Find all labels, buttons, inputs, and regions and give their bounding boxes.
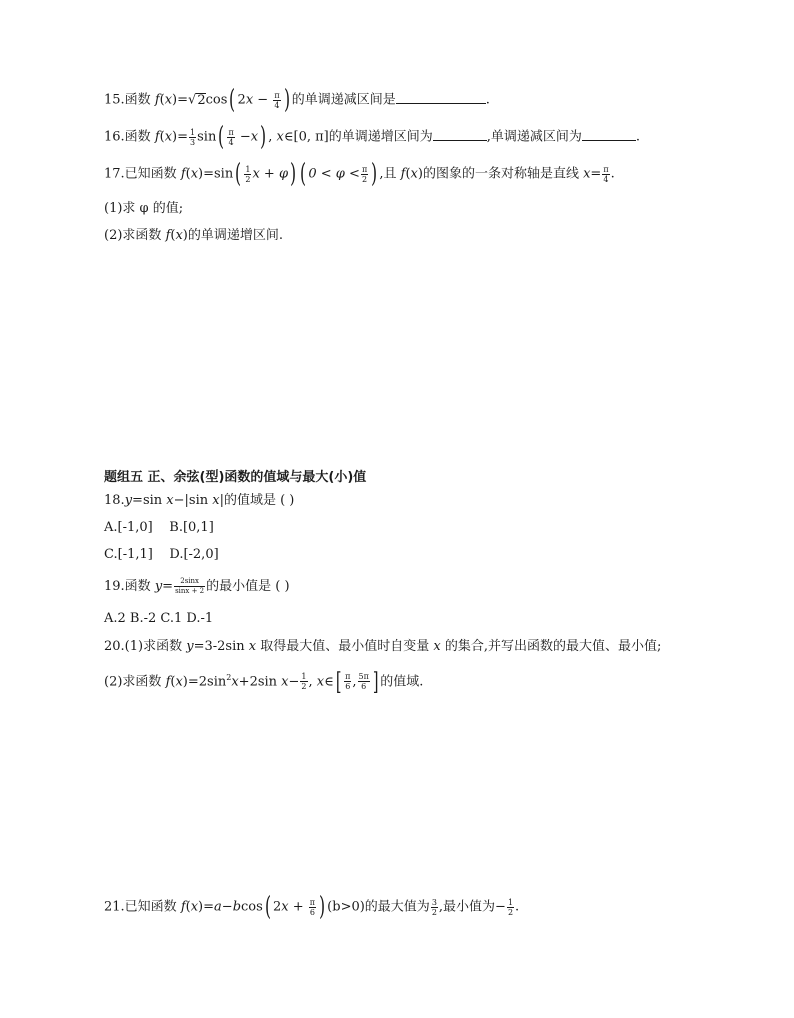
q15-answer-blank[interactable]: [396, 91, 486, 104]
q18-option-c[interactable]: C.[-1,1]: [104, 547, 153, 562]
q15-eq: )=: [172, 92, 189, 108]
q17-mid2: 的图象的一条对称轴是直线: [422, 166, 584, 182]
q21-max-num: 3: [431, 897, 437, 907]
q16-increasing-blank[interactable]: [433, 128, 487, 141]
q21-mid: ,最小值为: [438, 899, 496, 915]
q16-rparen: ): [260, 122, 267, 152]
q15-end: .: [485, 92, 490, 108]
question-17-part-1: [104, 199, 183, 219]
q17-sub2-x: x: [175, 228, 183, 243]
q21-max-den: 2: [431, 907, 437, 917]
q20-x: x: [248, 639, 257, 654]
q18-option-a[interactable]: A.[-1,0]: [104, 520, 153, 535]
question-21: 21.已知函数 f(x)=a−bcos( 2x + $\frac{\pi}{6}$ ) (b>0)的最大值为 $\frac{3}{2}$ ,最小值为− $\frac{1}{2}$ .: [104, 892, 520, 922]
q17-rparen: ): [290, 159, 297, 189]
q15-x: x: [164, 92, 173, 108]
q16-x: x: [164, 129, 173, 145]
question-18: [104, 491, 294, 511]
q18-x2: x: [212, 493, 220, 508]
q17-sub2-a: (2)求函数: [104, 228, 166, 243]
question-18-options-1: [104, 518, 214, 538]
q20-lbracket: [: [335, 667, 342, 696]
q21-pi-over-6: [309, 898, 316, 917]
q15-frac-num: π: [274, 90, 280, 100]
q16-domain: ∈[0, π]: [283, 129, 329, 145]
question-16: 16.函数 f(x)= $\frac{1}{3}$ sin( $\frac{\pi}{4}$ −x) , x∈[0, π]的单调递增区间为 ,单调递减区间为 .: [104, 122, 641, 152]
q19-stem-a: 19.函数: [104, 579, 155, 594]
q15-rparen: ): [283, 85, 290, 115]
q19-frac-den: sinx + 2: [175, 587, 205, 595]
q17-one-half: [244, 165, 251, 184]
q20-half-den: 2: [301, 682, 307, 692]
q21-rparen: ): [319, 892, 326, 922]
q21-prefix: 21.已知函数: [104, 899, 181, 915]
q20-5pi-num: 5π: [358, 672, 369, 682]
q16-frac-num: 1: [190, 127, 196, 137]
q20-part2-x: x: [231, 674, 239, 690]
q17-axis-x: x: [583, 166, 591, 182]
question-17-part-2: (2)求函数 f(x)的单调递增区间.: [104, 228, 284, 243]
q18-option-b[interactable]: B.[0,1]: [169, 520, 214, 535]
q16-pi-den: 4: [228, 137, 234, 147]
q17-condition: 0 < φ <: [308, 166, 360, 182]
q17-f: f: [180, 166, 186, 182]
q21-three-halves: [431, 898, 438, 917]
q16-sin: sin: [197, 129, 217, 145]
q16-eq: )=: [172, 129, 189, 145]
question-20-part-1: [104, 637, 661, 657]
q17-axis-eq: =: [590, 166, 602, 182]
q20-pi6-num: π: [345, 672, 351, 682]
q16-lparen: (: [218, 122, 225, 152]
q15-suffix: 的单调递减区间是: [291, 92, 396, 108]
q21-one-half: [507, 898, 514, 917]
q15-radicand: 2: [197, 92, 206, 108]
q17-lparen: (: [235, 159, 242, 189]
q17-sub2-f: f: [165, 228, 171, 243]
q17-x: x: [190, 166, 199, 182]
q17-x2: x: [410, 166, 418, 182]
q16-minus: −: [235, 129, 251, 145]
q20-part2-c: +2sin: [238, 674, 282, 690]
q15-inner-coef: 2: [237, 92, 246, 108]
question-17: 17.已知函数 f(x)=sin( $\frac{1}{2}$ x + φ) ( 0 < φ < $\frac{\pi}{2}$ ) ,且 f(x)的图象的一条对称轴是直线 x= $\frac{\pi}{4}$ .: [104, 159, 615, 189]
q21-cos: cos: [241, 899, 263, 915]
q20-f: f: [165, 674, 171, 690]
q19-frac-num: 2sinx: [174, 577, 205, 587]
section-5-title: 题组五 正、余弦(型)函数的值域与最大(小)值: [104, 470, 367, 485]
q21-lparen: (: [264, 892, 271, 922]
q20-pi6-den: 6: [345, 682, 351, 692]
q19-stem-b: 的最小值是 ( ): [206, 579, 290, 594]
q17-eq: )=sin: [198, 166, 234, 182]
q17-cond-rparen: ): [371, 159, 378, 189]
q21-a: a: [214, 899, 222, 915]
q19-y: y: [154, 579, 163, 594]
q17-half-num: 1: [245, 164, 251, 174]
q17-pi-over-4: [602, 165, 609, 184]
q17-pi2-den: 2: [362, 174, 368, 184]
q20-in: ∈: [324, 674, 334, 690]
q15-prefix: 15.函数: [104, 92, 155, 108]
q18-option-d[interactable]: D.[-2,0]: [169, 547, 219, 562]
q20-x2: x: [433, 639, 441, 654]
q21-coef: 2: [272, 899, 282, 915]
q20-half-num: 1: [301, 672, 307, 682]
q16-prefix: 16.函数: [104, 129, 155, 145]
q20-part2-d: −: [288, 674, 300, 690]
q17-pi2-num: π: [361, 164, 368, 174]
q20-5pi-den: 6: [361, 682, 367, 692]
q17-prefix: 17.已知函数: [104, 166, 181, 182]
q20-part2-x2: x: [281, 674, 289, 690]
q20-rbracket: ]: [372, 667, 379, 696]
q21-min-den: 2: [507, 907, 514, 917]
question-20-part-2: (2)求函数 $f(x)=2\sin^2x+2\sin$ x− $\frac{1}{2}$ , x∈[ $\frac{\pi}{6}$ , $\frac{5\pi}{6}$ ] 的值域.: [104, 667, 424, 696]
question-18-options-2: [104, 545, 219, 565]
q18-stem-d: |的值域是 ( ): [219, 493, 295, 508]
q16-mid2: ,单调递减区间为: [486, 129, 582, 145]
q19-options[interactable]: A.2 B.-2 C.1 D.-1: [104, 611, 214, 626]
q20-pi-over-6: [344, 672, 351, 691]
q18-num: 18.: [104, 493, 125, 508]
q17-pi-over-2: [361, 165, 368, 184]
q17-end: .: [610, 166, 615, 182]
q20-dom-x: x: [316, 674, 325, 690]
section-5-heading: [104, 468, 366, 488]
q21-f: f: [180, 899, 186, 915]
q21-neg: −: [495, 899, 506, 915]
q15-lparen: (: [229, 85, 236, 115]
q21-pi-num: π: [309, 897, 316, 907]
q16-frac-den: 3: [190, 137, 196, 147]
q20-part1-b: =3-2sin: [193, 639, 249, 654]
q21-pi-den: 6: [309, 907, 315, 917]
q21-cond: (b>0)的最大值为: [327, 899, 430, 915]
q20-part2-b: )=2sin: [182, 674, 227, 690]
q17-pi4-num: π: [603, 164, 609, 174]
q20-one-half: [300, 672, 307, 691]
q20-5pi-over-6: [358, 672, 370, 691]
q17-mid: ,且: [379, 166, 401, 182]
q20-sep: ,: [352, 674, 357, 690]
q20-part1-a: 20.(1)求函数: [104, 639, 187, 654]
q17-f2: f: [400, 166, 406, 182]
q15-pi-over-4: [273, 91, 280, 110]
q21-xx: x: [281, 899, 289, 915]
q18-y: y: [124, 493, 133, 508]
q17-pi4-den: 4: [603, 174, 609, 184]
q21-min-num: 1: [507, 897, 514, 907]
q21-dash: −: [221, 899, 233, 915]
q15-f: f: [154, 92, 160, 108]
q20-comma: ,: [308, 674, 317, 690]
q16-decreasing-blank[interactable]: [582, 128, 636, 141]
q17-cond-lparen: (: [300, 159, 307, 189]
q16-mid: 的单调递增区间为: [328, 129, 433, 145]
question-15: 15.函数 f(x)=√2cos( 2x − $\frac{\pi}{4}$ ) 的单调递减区间是 .: [104, 85, 490, 115]
q21-x: x: [190, 899, 199, 915]
q18-stem-c: −|sin: [173, 493, 213, 508]
q16-pi-over-4: [227, 128, 234, 147]
q19-fraction: [174, 577, 205, 596]
q20-y: y: [186, 639, 194, 654]
q16-f: f: [154, 129, 160, 145]
q18-stem-b: =sin: [132, 493, 167, 508]
q18-x1: x: [166, 493, 174, 508]
q16-end: .: [635, 129, 641, 145]
q21-b: b: [232, 899, 242, 915]
q16-pi-num: π: [228, 127, 234, 137]
q17-sub1: (1)求 φ 的值;: [104, 201, 184, 216]
q20-xf: x: [175, 674, 183, 690]
q20-end: 的值域.: [380, 674, 424, 690]
q15-frac-den: 4: [274, 100, 280, 110]
q20-part2-a: (2)求函数: [104, 674, 166, 690]
q15-cos: cos: [205, 92, 228, 108]
question-19-options: [104, 609, 213, 629]
q21-end: .: [515, 899, 520, 915]
q20-part1-c: 取得最大值、最小值时自变量: [256, 639, 434, 654]
q16-domain-x: x: [276, 129, 284, 145]
question-19: [104, 577, 290, 597]
q17-xphi: x + φ: [252, 166, 289, 182]
q19-eq: =: [162, 579, 174, 594]
q21-eq: )=: [198, 899, 215, 915]
q16-x2: x: [250, 129, 259, 145]
q16-one-third: [189, 128, 196, 147]
q17-half-den: 2: [245, 174, 251, 184]
q20-part1-d: 的集合,并写出函数的最大值、最小值;: [440, 639, 662, 654]
q20-square: 2: [226, 673, 232, 682]
q17-sub2-b: 的单调递增区间.: [187, 228, 284, 243]
q21-plus: +: [288, 899, 308, 915]
q15-minus: −: [253, 92, 273, 108]
q15-inner-x: x: [245, 92, 254, 108]
